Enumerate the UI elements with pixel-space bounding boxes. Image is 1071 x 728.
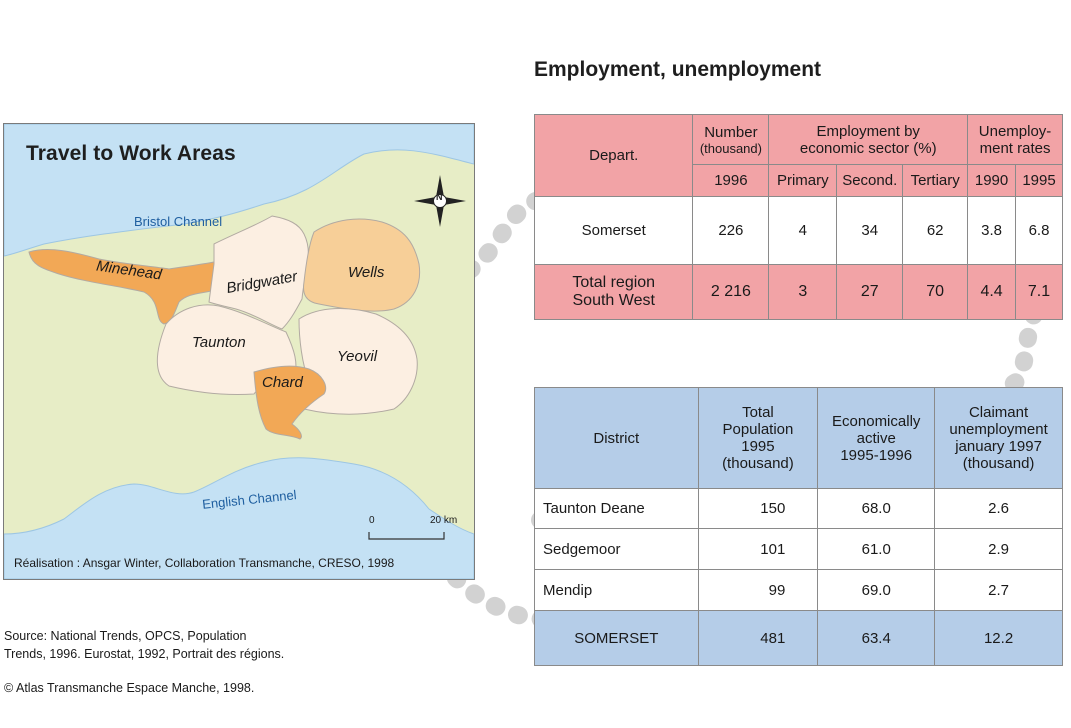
header-claimant-line-2: unemployment — [949, 421, 1048, 438]
district-total-population: 481 — [698, 611, 818, 666]
header-population-line-1: Total — [742, 404, 774, 421]
source-note — [4, 627, 284, 663]
copyright-note: © Atlas Transmanche Espace Manche, 1998. — [4, 681, 255, 695]
bristol-channel-label: Bristol Channel — [134, 214, 223, 229]
row-primary: 3 — [769, 265, 837, 320]
row-tertiary: 70 — [903, 265, 968, 320]
area-label-yeovil: Yeovil — [337, 348, 378, 365]
employment-row-south-west — [535, 265, 1063, 320]
header-population — [698, 388, 818, 489]
header-population-line-3: 1995 — [741, 438, 775, 455]
district-header-row — [535, 388, 1063, 489]
district-name: Taunton Deane — [535, 489, 699, 529]
scale-end-label: 20 km — [430, 515, 458, 526]
subheader-1996: 1996 — [693, 165, 769, 197]
row-name — [535, 265, 693, 320]
map-title: Travel to Work Areas — [26, 142, 236, 165]
header-sector-line-1: Employment by — [816, 122, 920, 140]
header-number-unit: (thousand) — [699, 140, 762, 156]
district-total-claimant: 12.2 — [935, 611, 1063, 666]
header-active-line-2: active — [856, 429, 896, 447]
employment-row-somerset — [535, 197, 1063, 265]
row-number: 2 216 — [693, 265, 769, 320]
header-sector — [769, 115, 968, 165]
header-unemployment — [968, 115, 1063, 165]
district-active: 69.0 — [818, 570, 935, 611]
district-row-taunton-deane — [535, 489, 1063, 529]
district-row-sedgemoor — [535, 529, 1063, 570]
header-claimant-line-4: (thousand) — [962, 455, 1035, 472]
district-claimant: 2.9 — [935, 529, 1063, 570]
map-credit: Réalisation : Ansgar Winter, Collaboration Transmanche, CRESO, 1998 — [14, 556, 395, 570]
district-claimant: 2.6 — [935, 489, 1063, 529]
area-label-taunton: Taunton — [192, 334, 246, 351]
north-label: N — [436, 192, 443, 202]
header-active-line-3: 1995-1996 — [840, 446, 913, 464]
row-u1990: 3.8 — [968, 197, 1016, 265]
row-primary: 4 — [769, 197, 837, 265]
district-name: Mendip — [535, 570, 699, 611]
header-active — [818, 388, 935, 489]
header-claimant-line-3: january 1997 — [955, 438, 1042, 455]
row-u1995: 6.8 — [1016, 197, 1063, 265]
header-number-label: Number — [704, 123, 758, 141]
source-note-line-2: Trends, 1996. Eurostat, 1992, Portrait des régions. — [4, 647, 285, 661]
header-district: District — [535, 388, 699, 489]
district-claimant: 2.7 — [935, 570, 1063, 611]
header-population-line-4: (thousand) — [722, 455, 794, 472]
header-claimant-line-1: Claimant — [968, 404, 1029, 421]
subheader-1990: 1990 — [968, 165, 1016, 197]
district-row-total — [535, 611, 1063, 666]
english-channel-label: English Channel — [201, 487, 298, 512]
district-active: 68.0 — [818, 489, 935, 529]
header-unemployment-line-1: Unemploy- — [978, 122, 1052, 140]
area-label-minehead: Minehead — [95, 257, 163, 284]
area-label-chard: Chard — [262, 374, 303, 391]
district-row-mendip — [535, 570, 1063, 611]
row-name: Somerset — [535, 197, 693, 265]
header-active-line-1: Economically — [832, 412, 921, 430]
header-unemployment-line-2: ment rates — [979, 139, 1051, 157]
district-total-name: SOMERSET — [535, 611, 699, 666]
source-note-line-1: Source: National Trends, OPCS, Population — [4, 629, 247, 643]
district-table — [534, 387, 1063, 666]
district-population: 150 — [698, 489, 818, 529]
subheader-primary: Primary — [769, 165, 837, 197]
row-number: 226 — [693, 197, 769, 265]
header-sector-line-2: economic sector (%) — [799, 139, 937, 157]
subheader-tertiary: Tertiary — [903, 165, 968, 197]
map-drawing — [4, 124, 474, 579]
row-u1990: 4.4 — [968, 265, 1016, 320]
row-tertiary: 62 — [903, 197, 968, 265]
district-population: 99 — [698, 570, 818, 611]
row-second: 27 — [837, 265, 903, 320]
employment-header-row — [535, 115, 1063, 165]
header-population-line-2: Population — [722, 421, 794, 438]
subheader-second: Second. — [837, 165, 903, 197]
row-name-line-2: South West — [572, 292, 655, 309]
row-name-line-1: Total region — [572, 274, 656, 291]
header-depart: Depart. — [535, 115, 693, 197]
row-u1995: 7.1 — [1016, 265, 1063, 320]
employment-table — [534, 114, 1063, 320]
area-label-wells: Wells — [348, 264, 385, 281]
row-second: 34 — [837, 197, 903, 265]
district-name: Sedgemoor — [535, 529, 699, 570]
header-claimant — [935, 388, 1063, 489]
header-number — [693, 115, 769, 165]
area-label-bridgwater: Bridgwater — [225, 267, 299, 298]
district-active: 61.0 — [818, 529, 935, 570]
scale-start-label: 0 — [369, 515, 375, 526]
travel-to-work-areas-map — [3, 123, 475, 580]
subheader-1995: 1995 — [1016, 165, 1063, 197]
district-total-active: 63.4 — [818, 611, 935, 666]
district-population: 101 — [698, 529, 818, 570]
employment-title: Employment, unemployment — [534, 58, 822, 81]
